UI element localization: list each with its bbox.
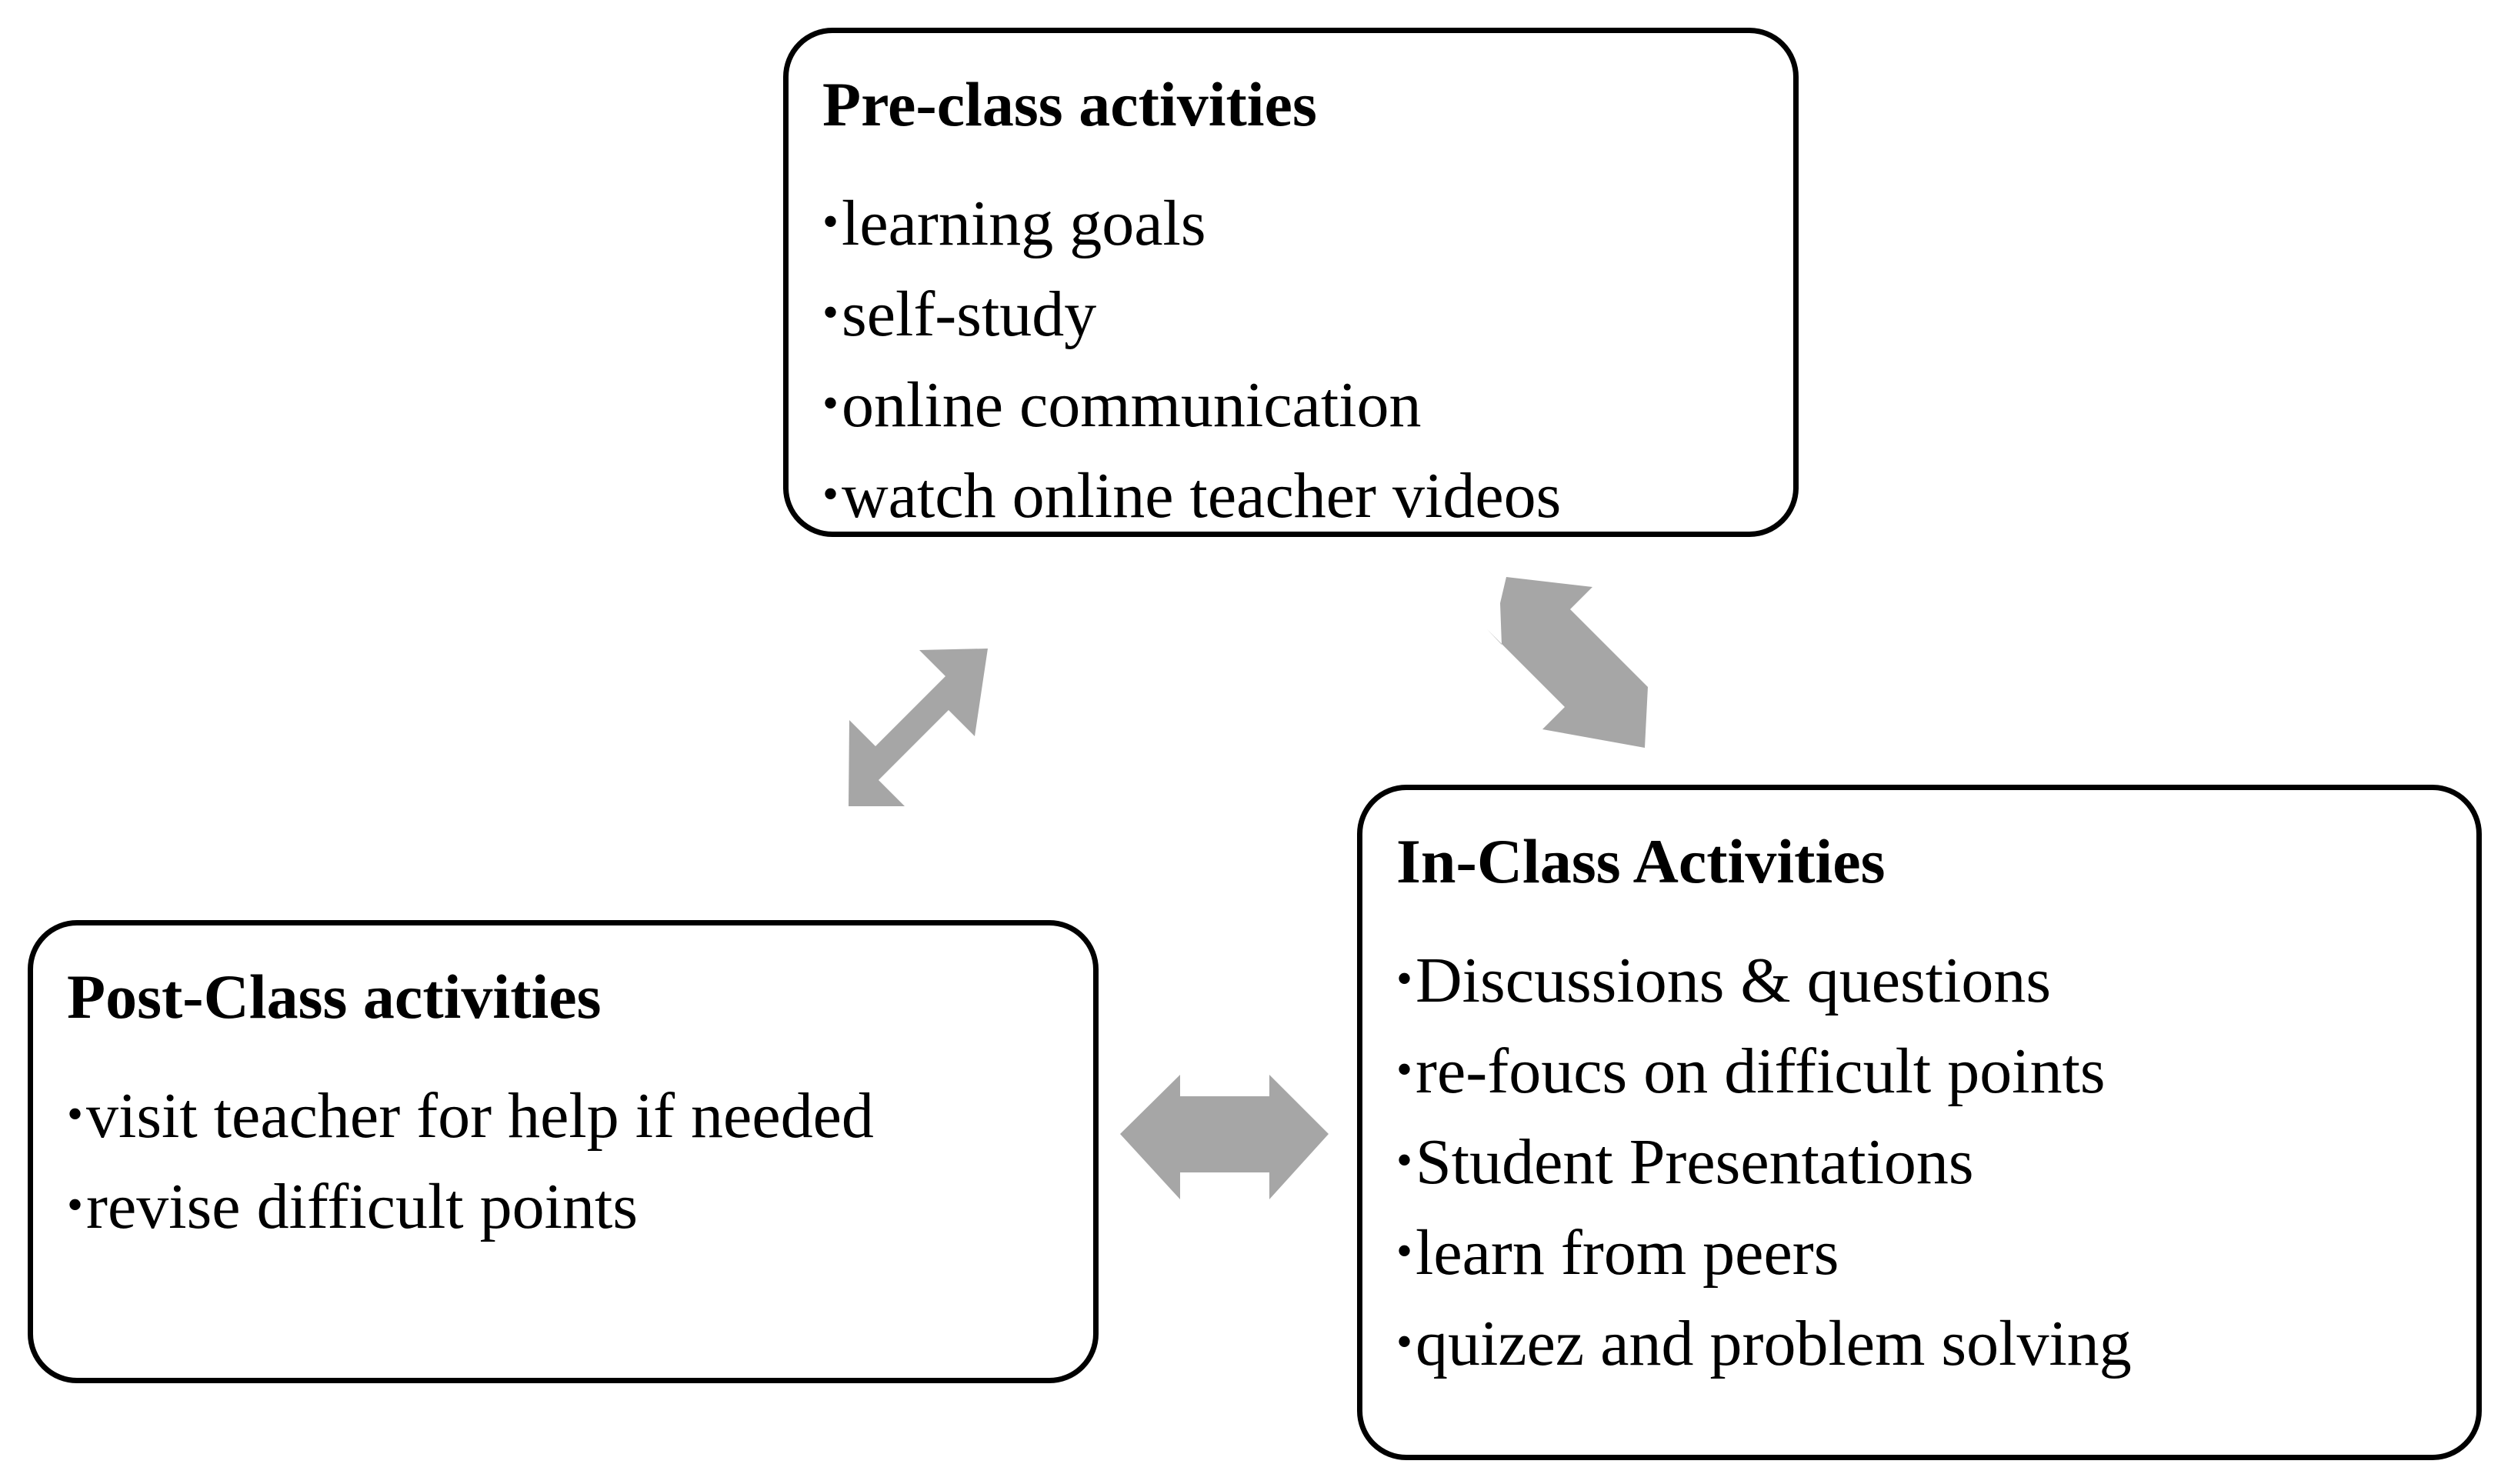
arrow-pre-to-in-icon: [1487, 577, 1648, 748]
in-class-box: [1357, 785, 2482, 1460]
bullet-icon: •: [822, 469, 839, 519]
list-item: [822, 176, 1561, 267]
list-item: [1396, 933, 2132, 1024]
list-item: [1396, 1296, 2132, 1387]
list-item-text: learn from peers: [1416, 1217, 1839, 1289]
arrow-post-to-pre-icon: [849, 649, 988, 806]
list-item-text: Student Presentations: [1416, 1126, 1974, 1198]
list-item: [822, 267, 1561, 358]
list-item-text: watch online teacher videos: [842, 460, 1562, 532]
bullet-icon: •: [1396, 1226, 1413, 1276]
arrow-post-to-in-icon: [1120, 1075, 1329, 1199]
list-item: [822, 358, 1561, 449]
bullet-icon: •: [822, 287, 839, 338]
list-item: [67, 1069, 874, 1159]
bullet-icon: •: [67, 1179, 84, 1230]
list-item-text: Discussions & questions: [1416, 945, 2052, 1016]
list-item: [1396, 1206, 2132, 1296]
list-item: [1396, 1115, 2132, 1206]
in-class-list: [1396, 933, 2132, 1387]
post-class-title: Post-Class activities: [67, 962, 602, 1032]
bullet-icon: •: [1396, 1044, 1413, 1095]
in-class-title: In-Class Activities: [1396, 826, 1886, 896]
bullet-icon: •: [822, 196, 839, 247]
list-item: [1396, 1024, 2132, 1115]
bullet-icon: •: [67, 1089, 84, 1139]
bullet-icon: •: [1396, 1316, 1413, 1367]
list-item-text: self-study: [842, 278, 1097, 350]
pre-class-title: Pre-class activities: [822, 69, 1317, 139]
pre-class-box: [783, 28, 1799, 537]
list-item-text: re-foucs on difficult points: [1416, 1035, 2106, 1107]
list-item-text: quizez and problem solving: [1416, 1308, 2132, 1379]
pre-class-list: [822, 176, 1561, 539]
bullet-icon: •: [822, 378, 839, 429]
list-item-text: revise difficult points: [86, 1171, 639, 1242]
list-item: [67, 1159, 874, 1250]
post-class-box: [28, 920, 1099, 1383]
bullet-icon: •: [1396, 953, 1413, 1004]
list-item-text: visit teacher for help if needed: [86, 1080, 874, 1152]
list-item-text: online communication: [842, 369, 1422, 441]
list-item: [822, 449, 1561, 539]
bullet-icon: •: [1396, 1135, 1413, 1186]
list-item-text: learning goals: [842, 188, 1206, 259]
post-class-list: [67, 1069, 874, 1250]
